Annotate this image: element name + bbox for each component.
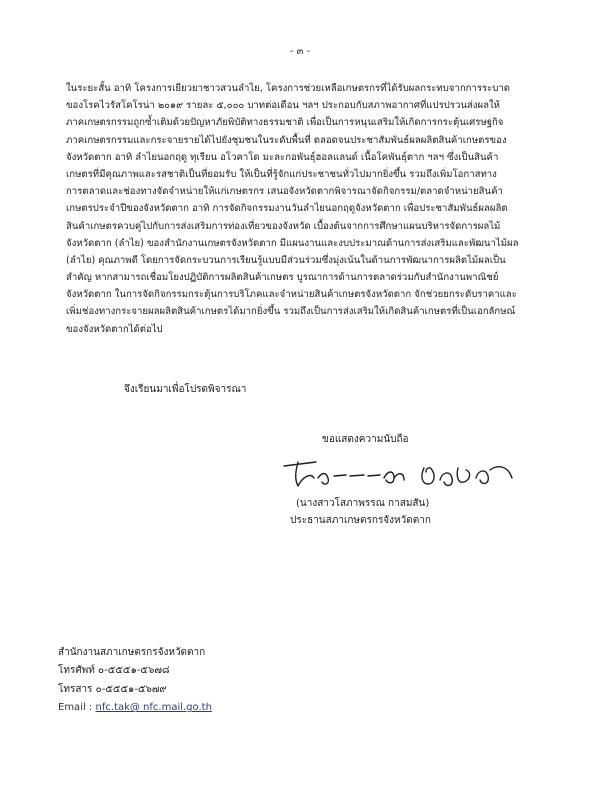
office-contact-block	[58, 644, 212, 718]
signer-title: ประธานสภาเกษตรกรจังหวัดตาก	[290, 515, 431, 526]
regards-line: ขอแสดงความนับถือ	[322, 434, 409, 445]
body-line: เกษตรที่มีคุณภาพและรสชาติเป็นที่ยอมรับ ให้เป็นที่รู้จักแก่ประชาชนทั่วไปมากยิ่งขึ้น รวมถึงเพิ่มโอกาสทาง	[66, 168, 497, 180]
email-label: Email :	[58, 702, 93, 714]
signer-name: (นางสาวโสภาพรรณ กาสมสัน)	[296, 498, 430, 509]
closing-line: จึงเรียนมาเพื่อโปรดพิจารณา	[124, 384, 247, 395]
body-line: ของโรคไวรัสโคโรน่า ๒๐๑๙ รายละ ๕,๐๐๐ บาทต่อเดือน ฯลฯ ประกอบกับสภาพอากาศที่แปรปรวนส่งผลให้	[66, 100, 500, 112]
body-line: สินค้าเกษตรควบคู่ไปกับการส่งเสริมการท่องเที่ยวของจังหวัด เบื้องต้นจากการศึกษาแผนบริหารจัดการผลไม้	[66, 220, 501, 232]
email-link[interactable]: nfc.tak@ nfc.mail.go.th	[95, 702, 212, 714]
body-line: ในระยะสั้น อาทิ โครงการเยียวยาชาวสวนลำไย, โครงการช่วยเหลือเกษตรกรที่ได้รับผลกระทบจากการระบาด	[66, 83, 510, 94]
body-line: (ลำไย) คุณภาพดี โดยการจัดกระบวนการเรียนรู้แบบมีส่วนร่วมซึ่งมุ่งเน้นในด้านการพัฒนาการผลิตไม้ผลเป็น	[66, 254, 506, 266]
body-line: สำคัญ หากสามารถเชื่อมโยงปฏิบัติการผลิตสินค้าเกษตร บูรณาการด้านการตลาดร่วมกับสำนักงานพาณิชย์	[66, 272, 499, 284]
office-email	[58, 699, 212, 717]
letter-body	[66, 80, 544, 338]
body-line: ภาคเกษตรกรรมและกระจายรายได้ไปยังชุมชนในระดับพื้นที่ ตลอดจนประชาสัมพันธ์ผลผลิตสินค้าเกษตรของ	[66, 134, 507, 146]
office-fax: โทรสาร ๐-๕๕๕๑-๕๖๗๙	[58, 683, 167, 695]
handwritten-signature	[276, 448, 546, 498]
body-line: จังหวัดตาก (ลำไย) ของสำนักงานเกษตรจังหวัดตาก มีแผนงานและงบประมาณด้านการส่งเสริมและพัฒนาไม้ผล	[66, 237, 519, 249]
page-number: - ๓ -	[289, 46, 311, 57]
office-phone: โทรศัพท์ ๐-๕๕๕๑-๕๖๗๘	[58, 665, 170, 677]
body-line: ภาคเกษตรกรรมถูกซ้ำเติมด้วยปัญหาภัยพิบัติทางธรรมชาติ เพื่อเป็นการหนุนเสริมให้เกิดการกระตุ้นเศรษฐกิจ	[66, 117, 504, 129]
office-name: สำนักงานสภาเกษตรกรจังหวัดตาก	[58, 647, 206, 658]
body-line: การตลาดและช่องทางจัดจำหน่ายให้แก่เกษตรกร เสนอจังหวัดตากพิจารณาจัดกิจกรรม/ตลาดจำหน่ายสินค้า	[66, 186, 503, 198]
body-line: เพิ่มช่องทางกระจายผลผลิตสินค้าเกษตรได้มากยิ่งขึ้น รวมถึงเป็นการส่งเสริมให้เกิดสินค้าเกษตรที่เป็นเอกลักษณ์	[66, 306, 516, 318]
body-line: เกษตรประจำปีของจังหวัดตาก อาทิ การจัดกิจกรรมงานวันลำไยนอกฤดูจังหวัดตาก เพื่อประชาสัมพันธ์ผลผลิต	[66, 203, 508, 215]
body-line: จังหวัดตาก ในการจัดกิจกรรมกระตุ้นการบริโภคและจำหน่ายสินค้าเกษตรจังหวัดตาก จักช่วยยกระดับราคาและ	[66, 289, 517, 301]
body-line: จังหวัดตาก อาทิ ลำไยนอกฤดู ทุเรียน อโวคาโด มะละกอพันธุ์ฮอลแลนด์ เนื้อโคพันธุ์ตาก ฯลฯ ซึ่งเป็นสินค้า	[66, 151, 499, 163]
body-line: ของจังหวัดตากได้ต่อไป	[66, 323, 163, 335]
